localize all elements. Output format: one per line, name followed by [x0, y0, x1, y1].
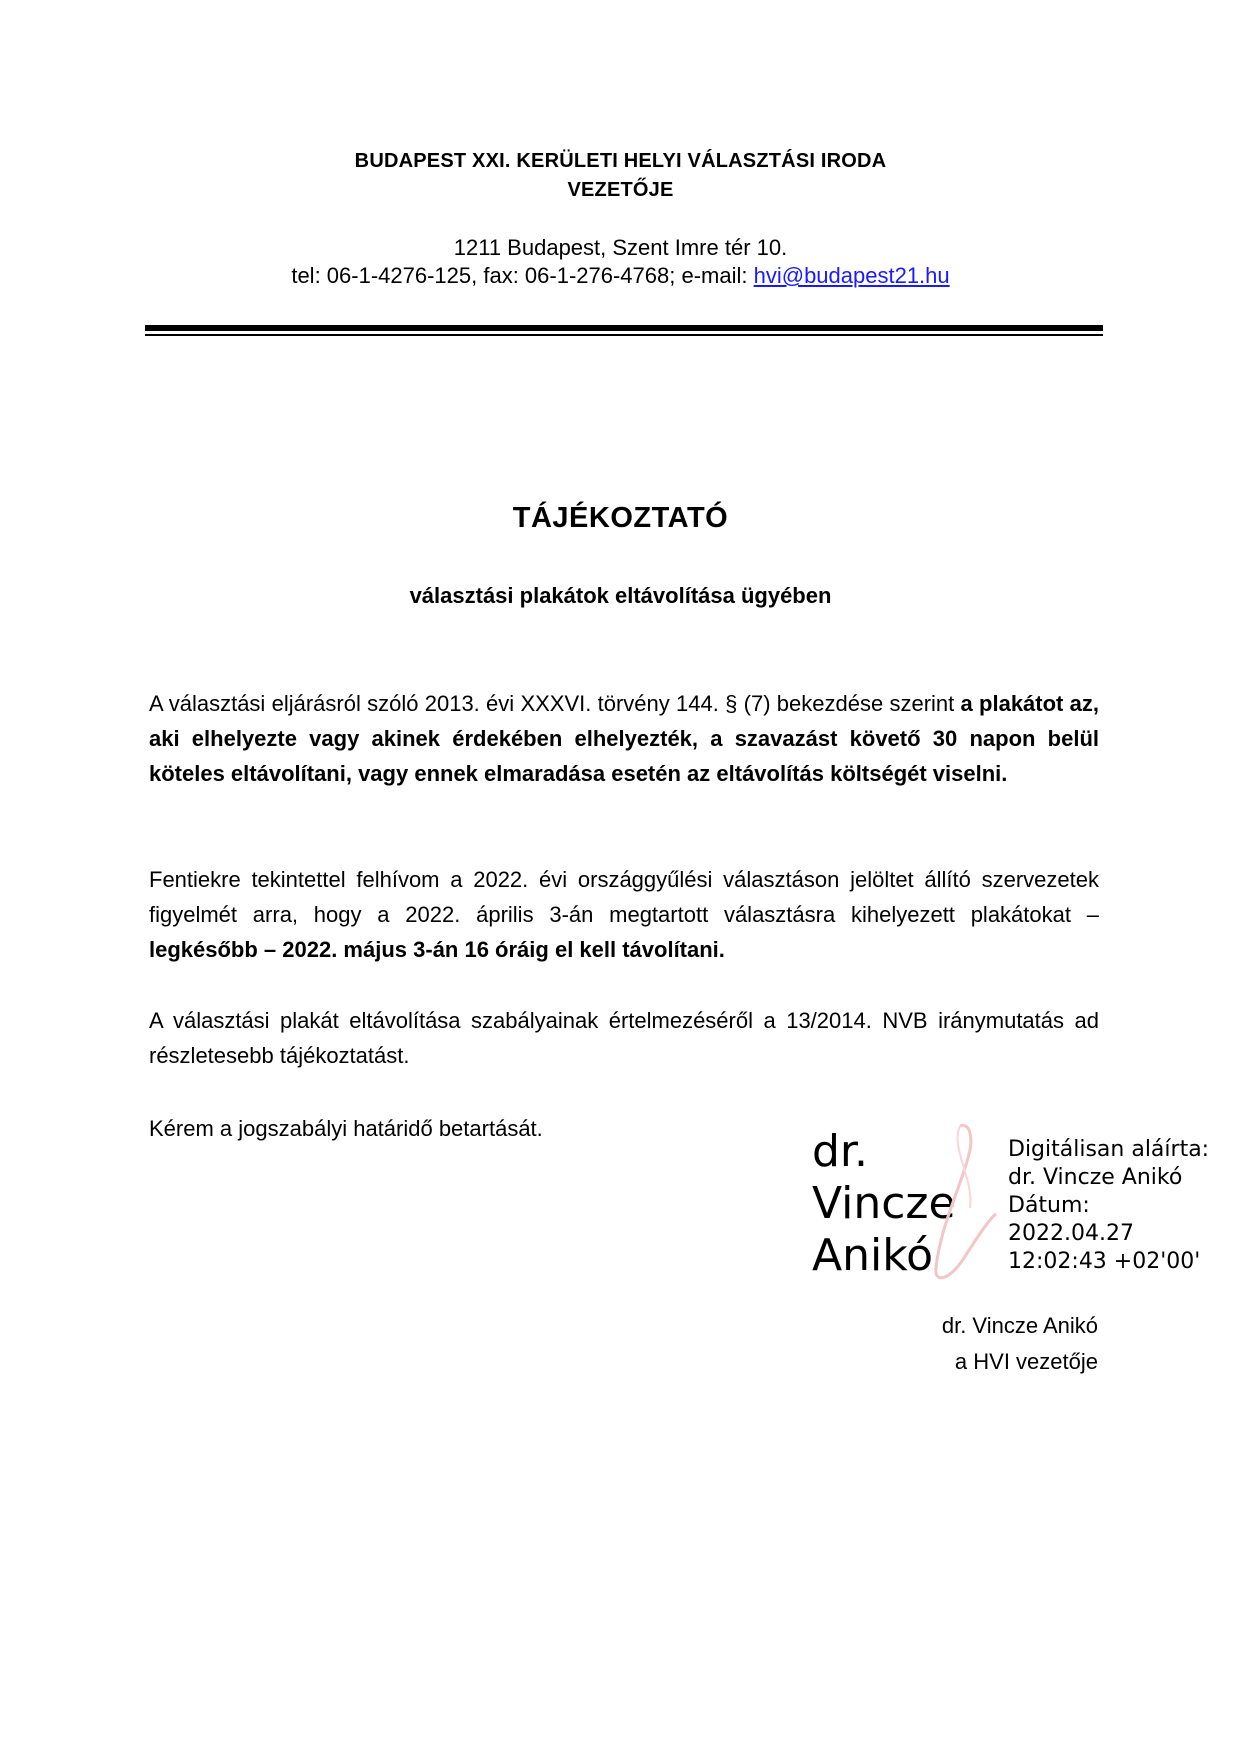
paragraph-deadline — [149, 862, 1099, 967]
office-name-line1: BUDAPEST XXI. KERÜLETI HELYI VÁLASZTÁSI IRODA — [354, 150, 887, 172]
signature-info-line: Digitálisan aláírta: — [1008, 1137, 1210, 1162]
signature-name-line: dr. — [812, 1126, 868, 1177]
paragraph-bold-text: legkésőbb – 2022. május 3-án 16 óráig el kell távolítani. — [149, 937, 725, 962]
signature-watermark-icon — [930, 1118, 1000, 1288]
paragraph-guidance: A választási plakát eltávolítása szabályainak értelmezéséről a 13/2014. NVB iránymutatás ad részletesebb tájékoztatást. — [149, 1008, 1099, 1068]
paragraph-legal-basis — [149, 686, 1099, 791]
header-divider-thin — [145, 334, 1103, 336]
signature-info-line: Dátum: — [1008, 1193, 1090, 1218]
paragraph-text: A választási eljárásról szóló 2013. évi XXXVI. törvény 144. § (7) bekezdése szerint — [149, 691, 961, 716]
digital-signature-info — [1008, 1136, 1209, 1276]
office-contact — [0, 263, 1241, 289]
signature-info-line: 2022.04.27 — [1008, 1221, 1134, 1246]
office-address: 1211 Budapest, Szent Imre tér 10. — [453, 235, 788, 260]
signature-info-line: dr. Vincze Anikó — [1008, 1165, 1183, 1190]
contact-text: tel: 06-1-4276-125, fax: 06-1-276-4768; e-mail: — [291, 263, 754, 288]
document-subtitle: választási plakátok eltávolítása ügyében — [409, 583, 832, 608]
office-name-line2: VEZETŐJE — [567, 179, 674, 201]
signer-title: a HVI vezetője — [954, 1349, 1098, 1374]
paragraph-text: Fentiekre tekintettel felhívom a 2022. évi országgyűlési választáson jelöltet állító szervezetek figyelmét arra, hogy a 2022. április 3-án megtartott választásra kihelyezett plakátokat – — [149, 867, 1099, 927]
signer-name: dr. Vincze Anikó — [941, 1313, 1098, 1338]
email-link[interactable]: hvi@budapest21.hu — [753, 263, 950, 288]
paragraph-bold-text: a plakátot az, aki elhelyezte vagy akinek érdekében elhelyezték, a szavazást követő 30 napon belül köteles eltávolítani, vagy ennek elmaradása esetén az eltávolítás költségét viselni. — [149, 691, 1099, 786]
paragraph-closing: Kérem a jogszabályi határidő betartását. — [149, 1116, 543, 1141]
signature-name-line: Anikó — [812, 1230, 934, 1281]
signature-info-line: 12:02:43 +02'00' — [1008, 1249, 1201, 1274]
document-title: TÁJÉKOZTATÓ — [512, 502, 729, 534]
header-divider-thick — [145, 325, 1103, 331]
signature-name-line: Vincze — [812, 1178, 956, 1229]
